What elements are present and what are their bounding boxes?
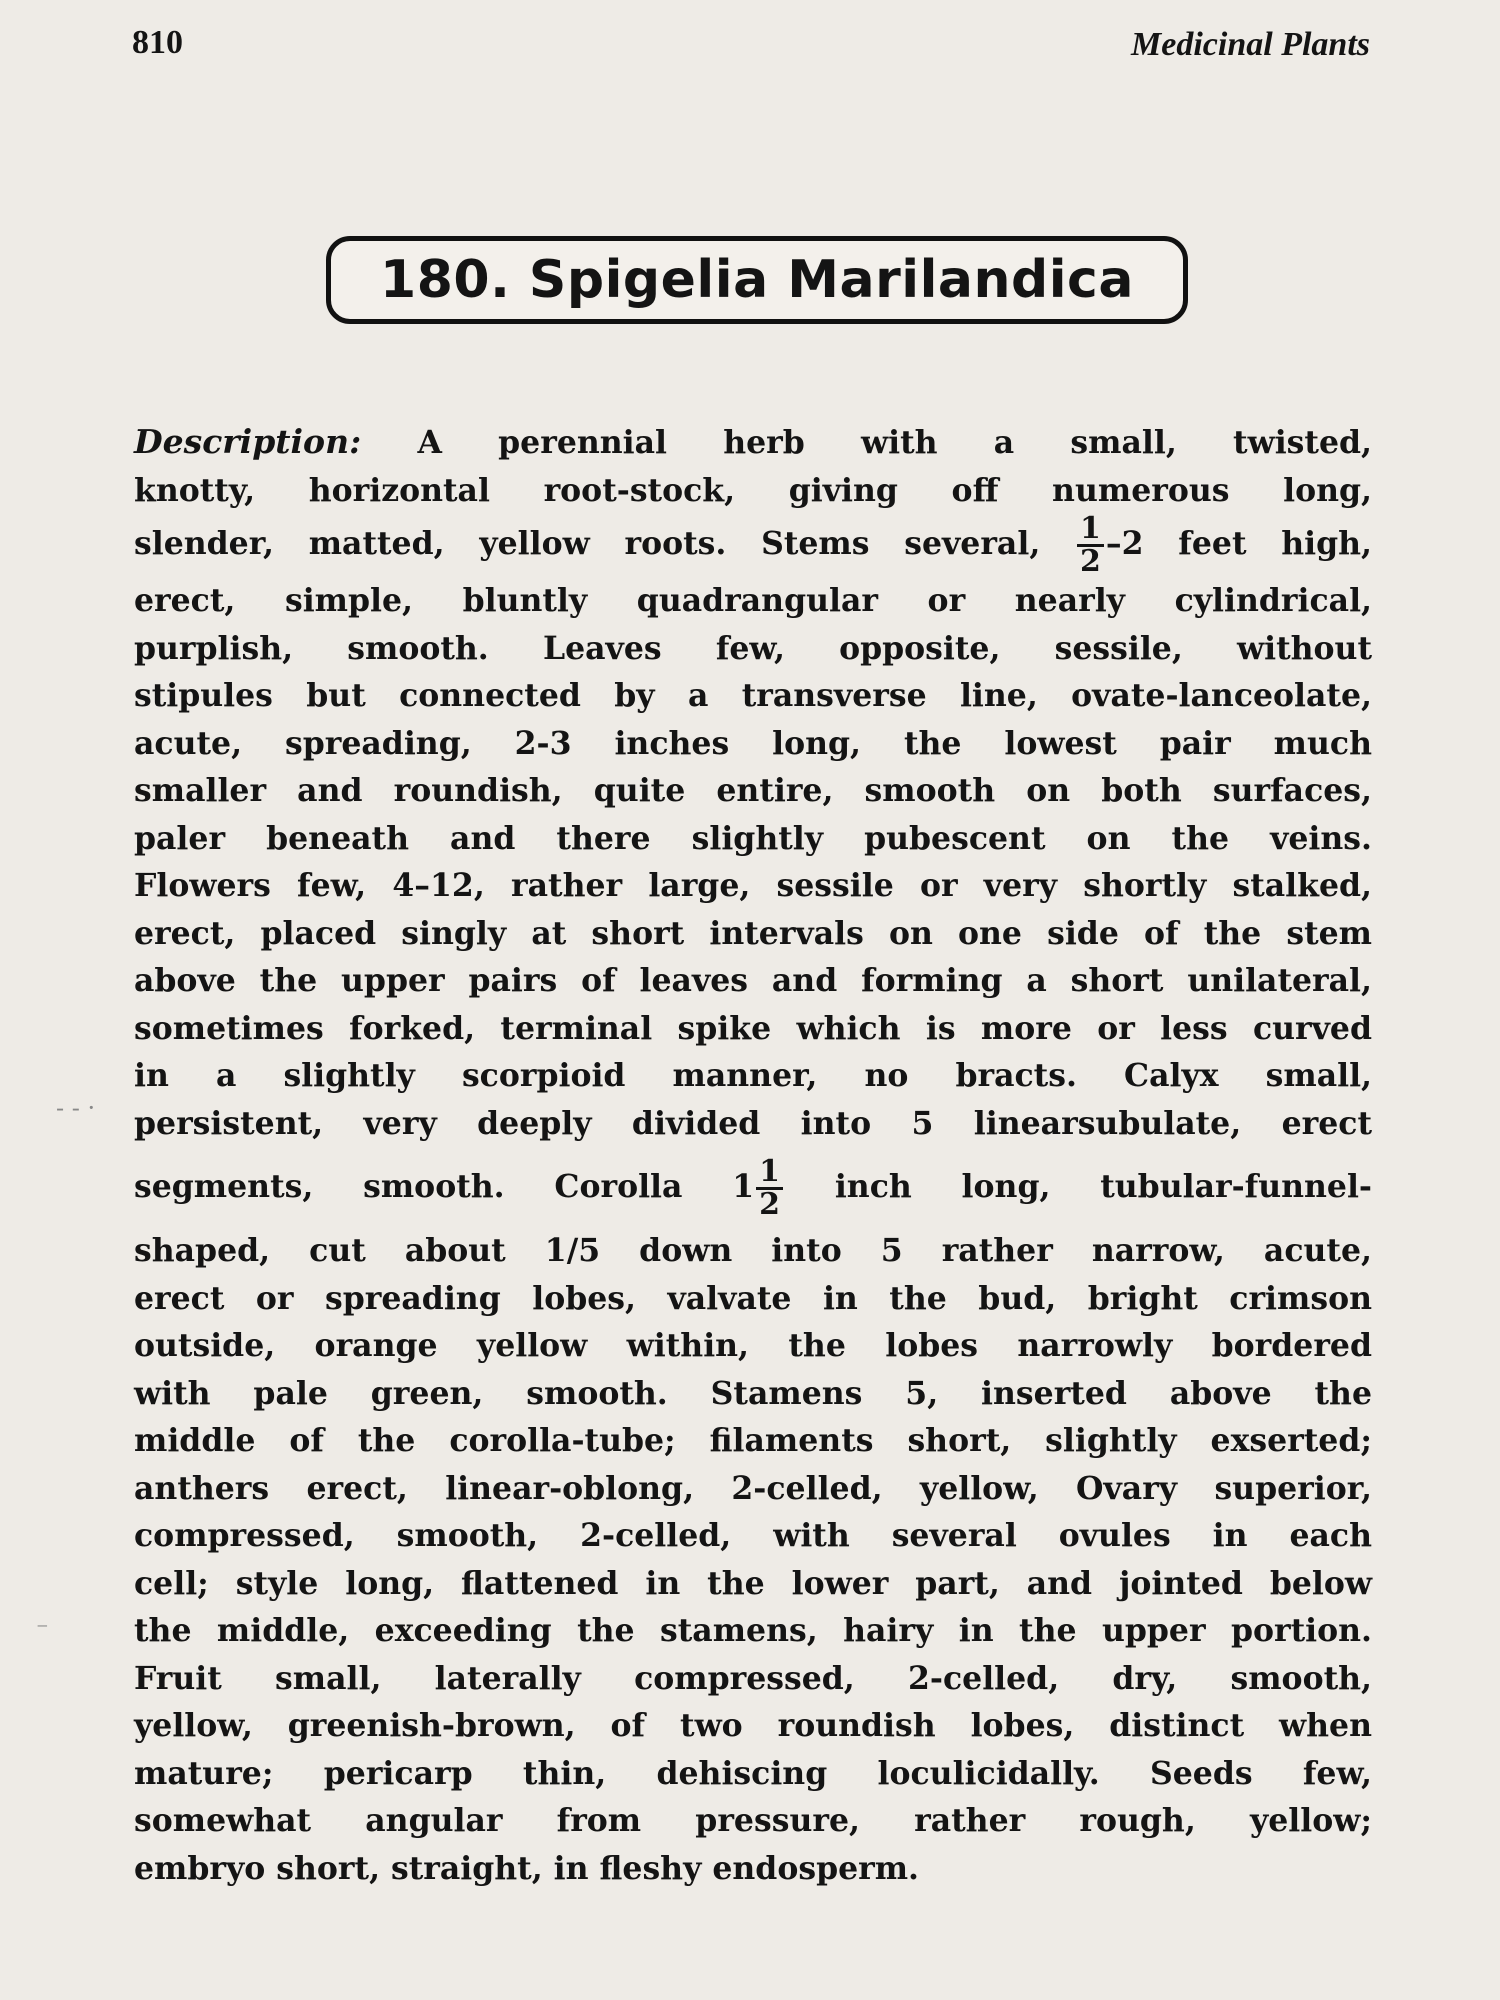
body-line: erect, placed singly at short intervals on one side of the stem <box>134 914 1372 952</box>
body-line-text: –2 feet high, <box>1105 525 1372 562</box>
body-line: Fruit small, laterally compressed, 2-celled, dry, smooth, <box>134 1659 1372 1697</box>
body-line: Flowers few, 4–12, rather large, sessile or very shortly stalked, <box>134 867 1372 904</box>
body-line-text: inch long, tubular-funnel- <box>785 1168 1372 1205</box>
body-line: smaller and roundish, quite entire, smooth on both surfaces, <box>134 772 1372 809</box>
body-line: paler beneath and there slightly pubescent on the veins. <box>134 819 1372 857</box>
fraction-numerator: 1 <box>1077 514 1104 547</box>
body-line: middle of the corolla-tube; filaments short, slightly exserted; <box>134 1422 1372 1459</box>
section-title: 180. Spigelia Marilandica <box>380 250 1134 310</box>
body-line: compressed, smooth, 2-celled, with several ovules in each <box>134 1517 1372 1554</box>
fraction-denominator: 2 <box>759 1187 781 1222</box>
body-line: acute, spreading, 2-3 inches long, the lowest pair much <box>134 724 1372 762</box>
fraction-half <box>1077 511 1104 579</box>
body-line-fraction-1 <box>134 511 1372 579</box>
body-line: outside, orange yellow within, the lobes narrowly bordered <box>134 1327 1372 1364</box>
fraction-denominator: 2 <box>1080 544 1101 579</box>
body-line: shaped, cut about 1/5 down into 5 rather narrow, acute, <box>134 1232 1372 1269</box>
body-line: knotty, horizontal root-stock, giving off numerous long, <box>134 471 1372 509</box>
margin-mark: - - · <box>56 1094 96 1122</box>
description-body <box>134 418 1372 1892</box>
body-line: somewhat angular from pressure, rather rough, yellow; <box>134 1802 1372 1839</box>
body-line-text: slender, matted, yellow roots. Stems several, <box>134 525 1041 562</box>
section-title-box <box>326 236 1188 324</box>
running-head: Medicinal Plants <box>1131 26 1370 63</box>
fraction-half <box>756 1154 783 1222</box>
body-line: mature; pericarp thin, dehiscing loculicidally. Seeds few, <box>134 1754 1372 1792</box>
body-line: erect, simple, bluntly quadrangular or nearly cylindrical, <box>134 582 1372 619</box>
margin-mark: ⁻ <box>36 1616 49 1644</box>
body-line: stipules but connected by a transverse line, ovate-lanceolate, <box>134 677 1372 714</box>
body-lines-b <box>134 577 1372 1147</box>
body-line: yellow, greenish-brown, of two roundish lobes, distinct when <box>134 1707 1372 1744</box>
body-line: the middle, exceeding the stamens, hairy in the upper portion. <box>134 1612 1372 1649</box>
body-line: embryo short, straight, in fleshy endosperm. <box>134 1849 920 1887</box>
body-lines-c <box>134 1227 1372 1892</box>
page-number: 810 <box>132 24 183 61</box>
body-line-fraction-2 <box>134 1147 1372 1227</box>
body-line: anthers erect, linear-oblong, 2-celled, yellow, Ovary superior, <box>134 1469 1372 1507</box>
body-line: with pale green, smooth. Stamens 5, inserted above the <box>134 1374 1372 1412</box>
fraction-numerator: 1 <box>756 1157 783 1190</box>
body-line: purplish, smooth. Leaves few, opposite, sessile, without <box>134 629 1372 667</box>
description-lead: Description: <box>134 422 362 461</box>
body-line: above the upper pairs of leaves and forming a short unilateral, <box>134 962 1372 999</box>
body-line: in a slightly scorpioid manner, no bracts. Calyx small, <box>134 1057 1372 1094</box>
body-line: sometimes forked, terminal spike which is more or less curved <box>134 1009 1372 1047</box>
body-line: cell; style long, flattened in the lower part, and jointed below <box>134 1564 1372 1602</box>
body-line-text: segments, smooth. Corolla 1 <box>134 1168 755 1205</box>
body-line: persistent, very deeply divided into 5 linearsubulate, erect <box>134 1104 1372 1142</box>
body-line <box>134 418 1372 467</box>
body-line: erect or spreading lobes, valvate in the bud, bright crimson <box>134 1279 1372 1317</box>
body-line-text: A perennial herb with a small, twisted, <box>361 424 1372 461</box>
body-lines-a <box>134 467 1372 515</box>
